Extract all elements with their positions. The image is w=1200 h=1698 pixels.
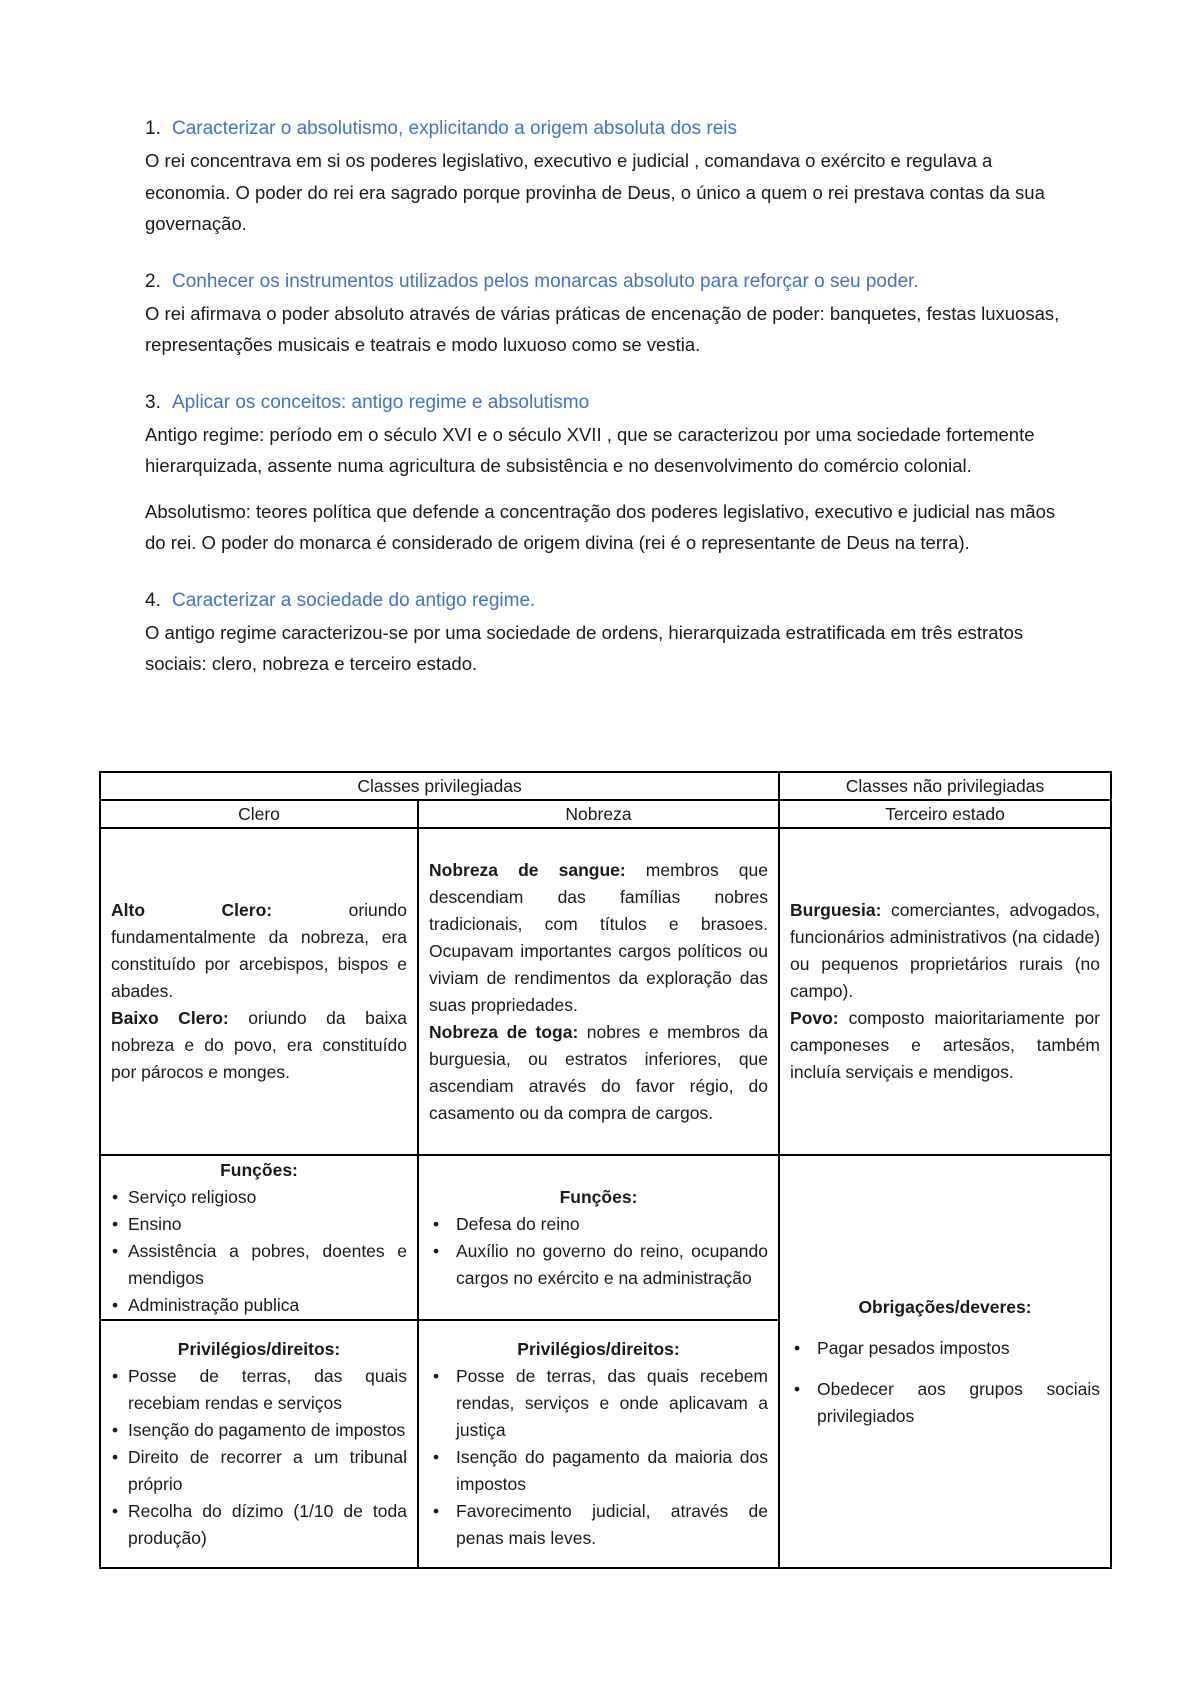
section-question: Aplicar os conceitos: antigo regime e absolutismo — [172, 391, 590, 413]
clero-privilegios-cell — [100, 1320, 418, 1568]
povo-label: Povo: — [790, 1008, 839, 1028]
funcoes-row — [100, 1155, 1111, 1320]
baixo-clero-description: oriundo da baixa nobreza e do povo, era constituído por párocos e monges. — [111, 1008, 407, 1082]
section-question: Caracterizar a sociedade do antigo regime. — [172, 589, 536, 611]
section-answer: Antigo regime: período em o século XVI e o século XVII , que se caracterizou por uma sociedade fortemente hierarquizada, assente numa agricultura de subsistência e no desenvolvimento do comércio colonial. — [145, 423, 1035, 476]
list-item: • Assistência a pobres, doentes e mendigos — [111, 1238, 407, 1292]
povo-description: composto maioritariamente por camponeses e artesãos, também incluía serviçais e mendigos. — [790, 1008, 1101, 1082]
section-heading — [145, 387, 1065, 419]
section-answer: Absolutismo: teores política que defende a concentração dos poderes legislativo, executivo e judicial nas mãos do rei. O poder do monarca é considerado de origem divina (rei é o representante de Deus na terra). — [145, 500, 1056, 553]
section-answer: O rei concentrava em si os poderes legislativo, executivo e judicial , comandava o exército e regulava a economia. O poder do rei era sagrado porque provinha de Deus, o único a quem o rei prestava contas da sua governação. — [145, 150, 1045, 234]
section-1 — [145, 113, 1065, 240]
list-item: • Posse de terras, das quais recebem rendas, serviços e onde aplicavam a justiça — [429, 1363, 768, 1444]
nobreza-header: Nobreza — [418, 800, 779, 828]
non-privileged-classes-header: Classes não privilegiadas — [779, 772, 1111, 800]
clero-composition-cell — [100, 828, 418, 1155]
list-item: • Ensino — [111, 1211, 407, 1238]
section-answer: O rei afirmava o poder absoluto através de várias práticas de encenação de poder: banquetes, festas luxuosas, representações musicais e teatrais e modo luxuoso como se vestia. — [145, 302, 1060, 355]
nobreza-sangue-description: membros que descendiam das famílias nobres tradicionais, com títulos e brasoes. Ocupavam importantes cargos políticos ou viviam de rendimentos da exploração das suas propriedades. — [429, 859, 769, 1015]
privilegios-title: Privilégios/direitos: — [177, 1339, 341, 1359]
section-number: 2. — [145, 270, 161, 292]
burguesia-description: comerciantes, advogados, funcionários administrativos (na cidade) ou pequenos proprietários rurais (no campo). — [790, 900, 1101, 1001]
nobreza-privilegios-cell — [418, 1320, 779, 1568]
alto-clero-text — [111, 897, 407, 1005]
section-heading — [145, 266, 1065, 298]
clero-funcoes-list — [111, 1184, 407, 1319]
nobreza-funcoes-list — [429, 1211, 768, 1292]
section-2 — [145, 266, 1065, 361]
list-item: • Recolha do dízimo (1/10 de toda produção) — [111, 1498, 407, 1552]
section-4 — [145, 585, 1065, 680]
terceiro-composition-cell — [779, 828, 1111, 1155]
section-heading — [145, 585, 1065, 617]
funcoes-title: Funções: — [220, 1159, 298, 1180]
nobreza-toga-description: nobres e membros da burguesia, ou estratos inferiores, que ascendiam através do favor régio, do casamento ou da compra de cargos. — [429, 1021, 769, 1123]
composition-row — [100, 828, 1111, 1155]
obrigacoes-title: Obrigações/deveres: — [858, 1296, 1032, 1317]
list-item: • Administração publica — [111, 1292, 407, 1319]
nobreza-composition-cell — [418, 828, 779, 1155]
list-item: • Direito de recorrer a um tribunal próprio — [111, 1444, 407, 1498]
baixo-clero-text — [111, 1005, 407, 1086]
clero-header: Clero — [100, 800, 418, 828]
list-item: • Isenção do pagamento de impostos — [111, 1417, 407, 1444]
list-item: • Pagar pesados impostos — [790, 1335, 1100, 1362]
table-subheader-row — [100, 800, 1111, 828]
section-3 — [145, 387, 1065, 559]
nobreza-funcoes-cell — [418, 1155, 779, 1320]
povo-text — [790, 1005, 1100, 1086]
section-question: Caracterizar o absolutismo, explicitando a origem absoluta dos reis — [172, 118, 737, 139]
document-body — [145, 113, 1065, 706]
baixo-clero-label: Baixo Clero: — [111, 1008, 229, 1028]
nobreza-privilegios-list — [429, 1363, 768, 1552]
clero-privilegios-list — [111, 1363, 407, 1552]
privilegios-title: Privilégios/direitos: — [517, 1339, 680, 1359]
section-question: Conhecer os instrumentos utilizados pelos monarcas absoluto para reforçar o seu poder. — [172, 270, 919, 292]
list-item: • Favorecimento judicial, através de penas mais leves. — [429, 1498, 768, 1552]
list-item: • Defesa do reino — [429, 1211, 768, 1238]
list-item: • Auxílio no governo do reino, ocupando cargos no exército e na administração — [429, 1238, 768, 1292]
section-number: 1. — [145, 118, 161, 139]
list-item: • Serviço religioso — [111, 1184, 407, 1211]
list-item: • Obedecer aos grupos sociais privilegiados — [790, 1376, 1100, 1430]
alto-clero-description: oriundo fundamentalmente da nobreza, era constituído por arcebispos, bispos e abades. — [111, 900, 407, 1001]
social-classes-table — [99, 771, 1112, 1569]
clero-funcoes-cell — [100, 1155, 418, 1320]
nobreza-toga-text — [429, 1019, 768, 1127]
terceiro-obrigacoes-list — [790, 1335, 1100, 1430]
alto-clero-label: Alto Clero: — [111, 900, 273, 920]
nobreza-sangue-label: Nobreza de sangue: — [429, 859, 626, 880]
list-item: • Posse de terras, das quais recebiam rendas e serviços — [111, 1363, 407, 1417]
section-number: 3. — [145, 391, 161, 413]
burguesia-text — [790, 897, 1100, 1005]
nobreza-toga-label: Nobreza de toga: — [429, 1021, 579, 1042]
list-item: • Isenção do pagamento da maioria dos impostos — [429, 1444, 768, 1498]
section-heading — [145, 113, 1065, 145]
section-answer: O antigo regime caracterizou-se por uma sociedade de ordens, hierarquizada estratificada em três estratos sociais: clero, nobreza e terceiro estado. — [145, 621, 1024, 674]
terceiro-obrigacoes-cell — [779, 1155, 1111, 1568]
funcoes-title: Funções: — [559, 1186, 638, 1207]
nobreza-sangue-text — [429, 857, 768, 1019]
burguesia-label: Burguesia: — [790, 900, 882, 920]
section-number: 4. — [145, 589, 161, 611]
terceiro-estado-header: Terceiro estado — [779, 800, 1111, 828]
privileged-classes-header: Classes privilegiadas — [100, 772, 779, 800]
table-header-row — [100, 772, 1111, 800]
